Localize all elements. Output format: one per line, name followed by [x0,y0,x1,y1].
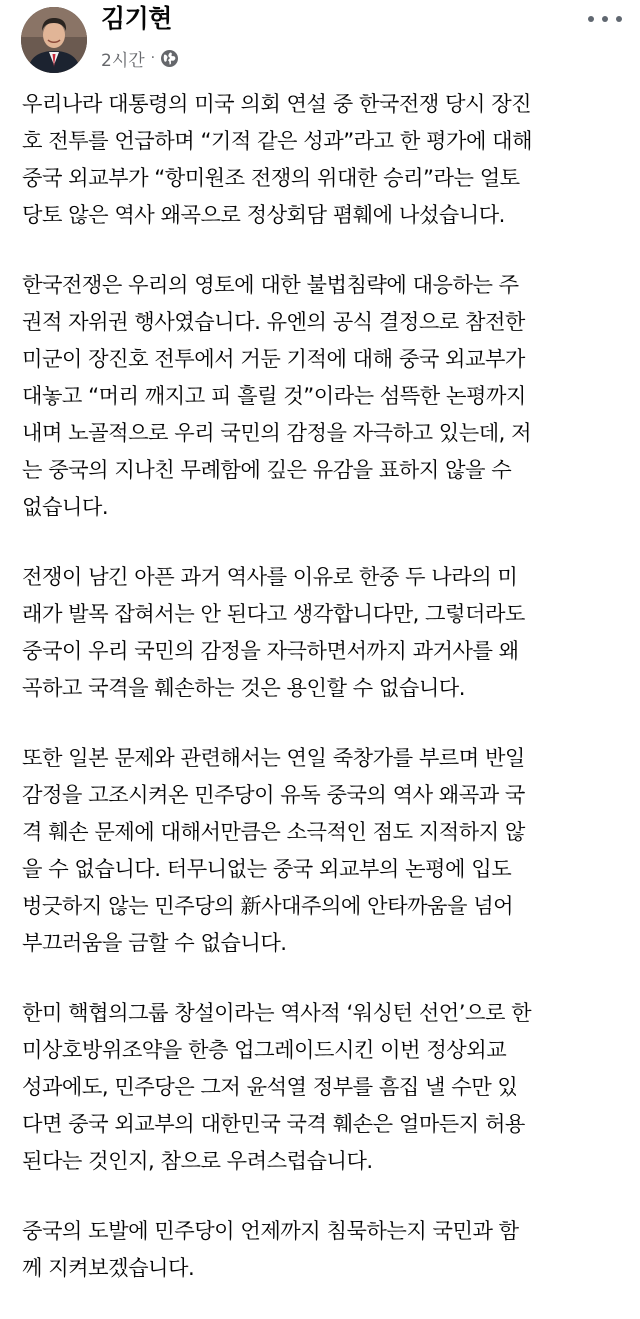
post-meta [101,46,178,70]
more-dot-3 [616,16,622,22]
globe-icon[interactable] [161,50,178,67]
post-timestamp[interactable]: 2시간 [101,50,145,71]
more-dot-1 [588,16,594,22]
author-name[interactable]: 김기현 [101,4,172,33]
meta-separator: · [150,50,156,66]
more-options-icon[interactable] [588,8,622,30]
avatar[interactable] [21,7,87,73]
avatar-image [21,7,87,73]
post-paragraph: 한미 핵협의그룹 창설이라는 역사적 ‘워싱턴 선언’으로 한 미상호방위조약을 한층 업그레이드시킨 이번 정상외교 성과에도, 민주당은 그저 윤석열 정부를 흠집 낼 수만 있 다면 중국 외교부의 대한민국 국격 훼손은 얼마든지 허용 된다는 것인지, 참으로 우려스럽습니다. [22,1000,532,1173]
post-paragraph: 중국의 도발에 민주당이 언제까지 침묵하는지 국민과 함 께 지켜보겠습니다. [22,1218,519,1280]
post-paragraph: 우리나라 대통령의 미국 의회 연설 중 한국전쟁 당시 장진 호 전투를 언급하며 “기적 같은 성과”라고 한 평가에 대해 중국 외교부가 “항미원조 전쟁의 위대한 승리”라는 얼토 당토 않은 역사 왜곡으로 정상회담 폄훼에 나섰습니다. [22,91,533,227]
post-body [22,85,628,1319]
post-header [0,0,640,86]
post-paragraph: 전쟁이 남긴 아픈 과거 역사를 이유로 한중 두 나라의 미 래가 발목 잡혀서는 안 된다고 생각합니다만, 그렇더라도 중국이 우리 국민의 감정을 자극하면서까지 과거사를 왜 곡하고 국격을 훼손하는 것은 용인할 수 없습니다. [22,564,525,700]
more-dot-2 [602,16,608,22]
post-paragraph: 또한 일본 문제와 관련해서는 연일 죽창가를 부르며 반일 감정을 고조시켜온 민주당이 유독 중국의 역사 왜곡과 국 격 훼손 문제에 대해서만큼은 소극적인 점도 지적하지 않 을 수 없습니다. 터무니없는 중국 외교부의 논평에 입도 벙긋하지 않는 민주당의 新사대주의에 안타까움을 넘어 부끄러움을 금할 수 없습니다. [22,745,525,955]
post-paragraph: 한국전쟁은 우리의 영토에 대한 불법침략에 대응하는 주 권적 자위권 행사였습니다. 유엔의 공식 결정으로 참전한 미군이 장진호 전투에서 거둔 기적에 대해 중국 외교부가 대놓고 “머리 깨지고 피 흘릴 것”이라는 섬뜩한 논평까지 내며 노골적으로 우리 국민의 감정을 자극하고 있는데, 저 는 중국의 지나친 무례함에 깊은 유감을 표하지 않을 수 없습니다. [22,272,532,519]
